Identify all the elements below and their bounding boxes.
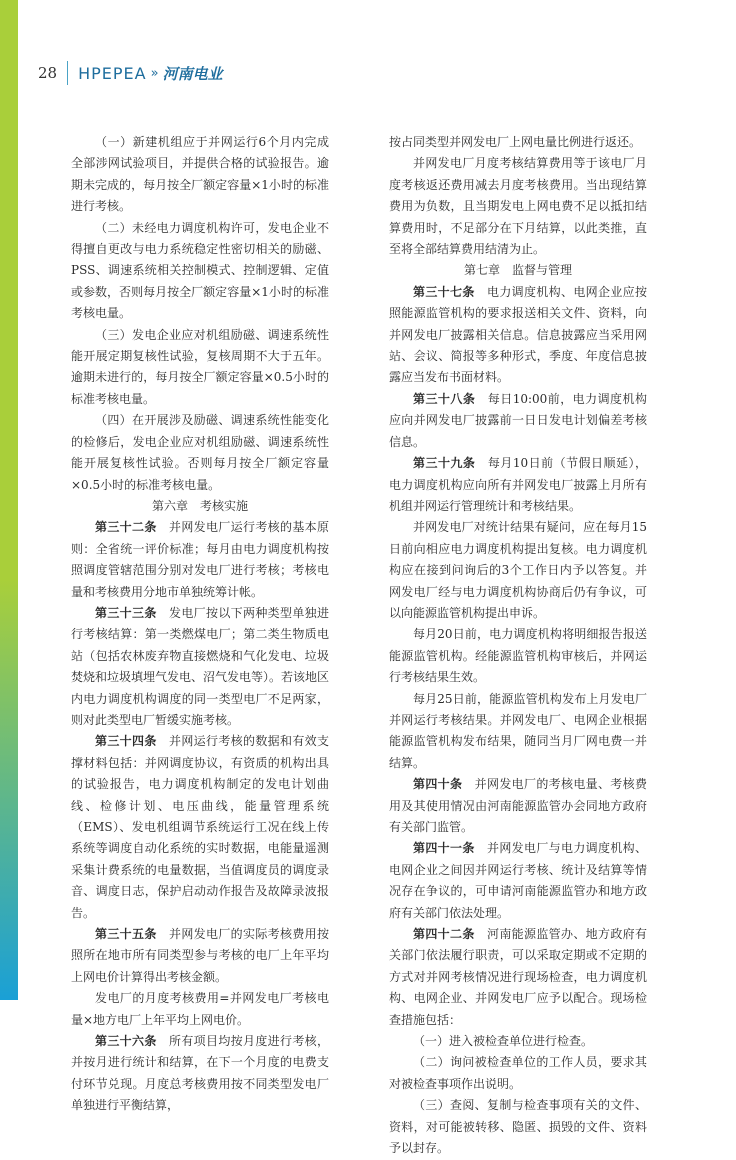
magazine-logo-en: HPEPEA	[78, 63, 147, 83]
article-text: 并网发电厂运行考核的基本原则：全省统一评价标准；每月由电力调度机构按照调度管辖范围分别对发电厂进行考核；考核电量和考核费用分地市单独统筹计帐。	[71, 520, 329, 599]
side-color-bar	[0, 0, 18, 1000]
paragraph: （一）新建机组应于并网运行6个月内完成全部涉网试验项目，并提供合格的试验报告。逾期未完成的，每月按全厂额定容量×1小时的标准进行考核。	[71, 135, 329, 214]
paragraph: 每月25日前，能源监管机构发布上月发电厂并网运行考核结果。并网发电厂、电网企业根据能源监管机构发布结果，随同当月厂网电费一并结算。	[389, 691, 647, 770]
continued-paragraph: 按占同类型并网发电厂上网电量比例进行返还。	[389, 135, 642, 149]
article-33	[71, 603, 329, 731]
measure-item: （二）询问被检查单位的工作人员，要求其对被检查事项作出说明。	[389, 1055, 647, 1091]
header-divider	[67, 61, 68, 85]
article-title: 第三十三条	[95, 605, 157, 620]
article-42	[389, 924, 647, 1031]
measure-item: （一）进入被检查单位进行检查。	[413, 1034, 594, 1049]
article-text: 发电厂按以下两种类型单独进行考核结算：第一类燃煤电厂；第二类生物质电站（包括农林废弃物直接燃烧和气化发电、垃圾焚烧和垃圾填埋气发电、沼气发电等）。若该地区内电力调度机构调度的同一类型电厂不足两家，则对此类型电厂暂缓实施考核。	[71, 605, 330, 727]
logo-chevron-icon: »	[150, 65, 159, 81]
article-40	[389, 774, 647, 838]
article-34	[71, 731, 329, 924]
article-text: 并网发电厂的考核电量、考核费用及其使用情况由河南能源监管办会同地方政府有关部门监管。	[389, 777, 647, 834]
formula-paragraph: 发电厂的月度考核费用=并网发电厂考核电量×地方电厂上年平均上网电价。	[71, 991, 329, 1027]
paragraph: （二）未经电力调度机构许可，发电企业不得擅自更改与电力系统稳定性密切相关的励磁、PSS、调速系统相关控制模式、控制逻辑、定值或参数，否则每月按全厂额定容量×1小时的标准考核电量。	[71, 220, 329, 321]
article-text: 并网发电厂的实际考核费用按照所在地市所有同类型参与考核的电厂上年平均上网电价计算得出考核金额。	[71, 927, 329, 984]
chapter-heading: 第七章 监督与管理	[463, 263, 572, 278]
paragraph: （四）在开展涉及励磁、调速系统性能变化的检修后，发电企业应对机组励磁、调速系统性能开展复核性试验。否则每月按全厂额定容量×0.5小时的标准考核电量。	[71, 413, 329, 492]
article-title: 第四十一条	[413, 841, 475, 856]
article-text: 每日10:00前，电力调度机构应向并网发电厂披露前一日日发电计划偏差考核信息。	[389, 391, 647, 449]
article-text: 电力调度机构、电网企业应按照能源监管机构的要求报送相关文件、资料，向并网发电厂披露相关信息。信息披露应当采用网站、会议、简报等多种形式，季度、年度信息披露应当发布书面材料。	[389, 284, 647, 385]
article-title: 第三十六条	[95, 1034, 157, 1049]
article-title: 第四十二条	[413, 927, 475, 942]
page-header	[38, 58, 223, 88]
article-title: 第三十七条	[413, 284, 475, 299]
article-text: 所有项目均按月度进行考核，并按月进行统计和结算，在下一个月度的电费支付环节兑现。月度总考核费用按不同类型发电厂单独进行平衡结算，	[71, 1034, 329, 1113]
chapter-heading: 第六章 考核实施	[151, 498, 248, 513]
article-32	[71, 517, 329, 603]
paragraph: 每月20日前，电力调度机构将明细报告报送能源监管机构。经能源监管机构审核后，并网运行考核结果生效。	[389, 627, 647, 685]
article-36	[71, 1031, 329, 1117]
magazine-logo-cn: 河南电业	[162, 64, 223, 83]
page-number: 28	[38, 64, 58, 82]
article-text: 并网发电厂与电力调度机构、电网企业之间因并网运行考核、统计及结算等情况存在争议的，可申请河南能源监管办和地方政府有关部门依法处理。	[389, 841, 647, 920]
article-title: 第三十四条	[95, 734, 157, 749]
measure-item: （三）查阅、复制与检查事项有关的文件、资料，对可能被转移、隐匿、损毁的文件、资料予以封存。	[389, 1098, 647, 1156]
article-title: 第三十八条	[413, 391, 476, 406]
paragraph: 并网发电厂月度考核结算费用等于该电厂月度考核返还费用减去月度考核费用。当出现结算费用为负数，且当期发电上网电费不足以抵扣结算费用时，不足部分在下月结算，以此类推，直至将全部结算费用结清为止。	[389, 156, 647, 257]
article-37	[389, 282, 647, 389]
article-title: 第三十五条	[95, 927, 157, 942]
article-title: 第三十九条	[413, 456, 476, 471]
article-text: 并网运行考核的数据和有效支撑材料包括：并网调度协议，有资质的机构出具的试验报告，电力调度机构制定的发电计划曲线、检修计划、电压曲线，能量管理系统（EMS）、发电机组调节系统运行工况在线上传系统等调度自动化系统的实时数据，电能量遥测采集计费系统的电量数据，当值调度员的调度录音、调度日志，保护启动动作报告及故障录波报告。	[71, 734, 329, 920]
article-35	[71, 924, 329, 988]
article-38	[389, 389, 647, 453]
paragraph: （三）发电企业应对机组励磁、调速系统性能开展定期复核性试验，复核周期不大于五年。逾期未进行的，每月按全厂额定容量×0.5小时的标准考核电量。	[71, 327, 329, 406]
article-39	[389, 453, 647, 517]
article-41	[389, 838, 647, 924]
article-text: 河南能源监管办、地方政府有关部门依法履行职责，可以采取定期或不定期的方式对并网考核情况进行现场检查，电力调度机构、电网企业、并网发电厂应予以配合。现场检查措施包括：	[389, 927, 647, 1027]
article-text: 每月10日前（节假日顺延），电力调度机构应向所有并网发电厂披露上月所有机组并网运行管理统计和考核结果。	[389, 456, 647, 513]
left-column	[71, 132, 329, 1117]
right-column	[389, 132, 647, 1160]
article-title: 第三十二条	[95, 520, 157, 535]
paragraph: 并网发电厂对统计结果有疑问，应在每月15日前向相应电力调度机构提出复核。电力调度机构应在接到问询后的3个工作日内予以答复。并网发电厂经与电力调度机构协商后仍有争议，可以向能源监管机构提出申诉。	[389, 520, 647, 620]
article-title: 第四十条	[413, 777, 463, 792]
